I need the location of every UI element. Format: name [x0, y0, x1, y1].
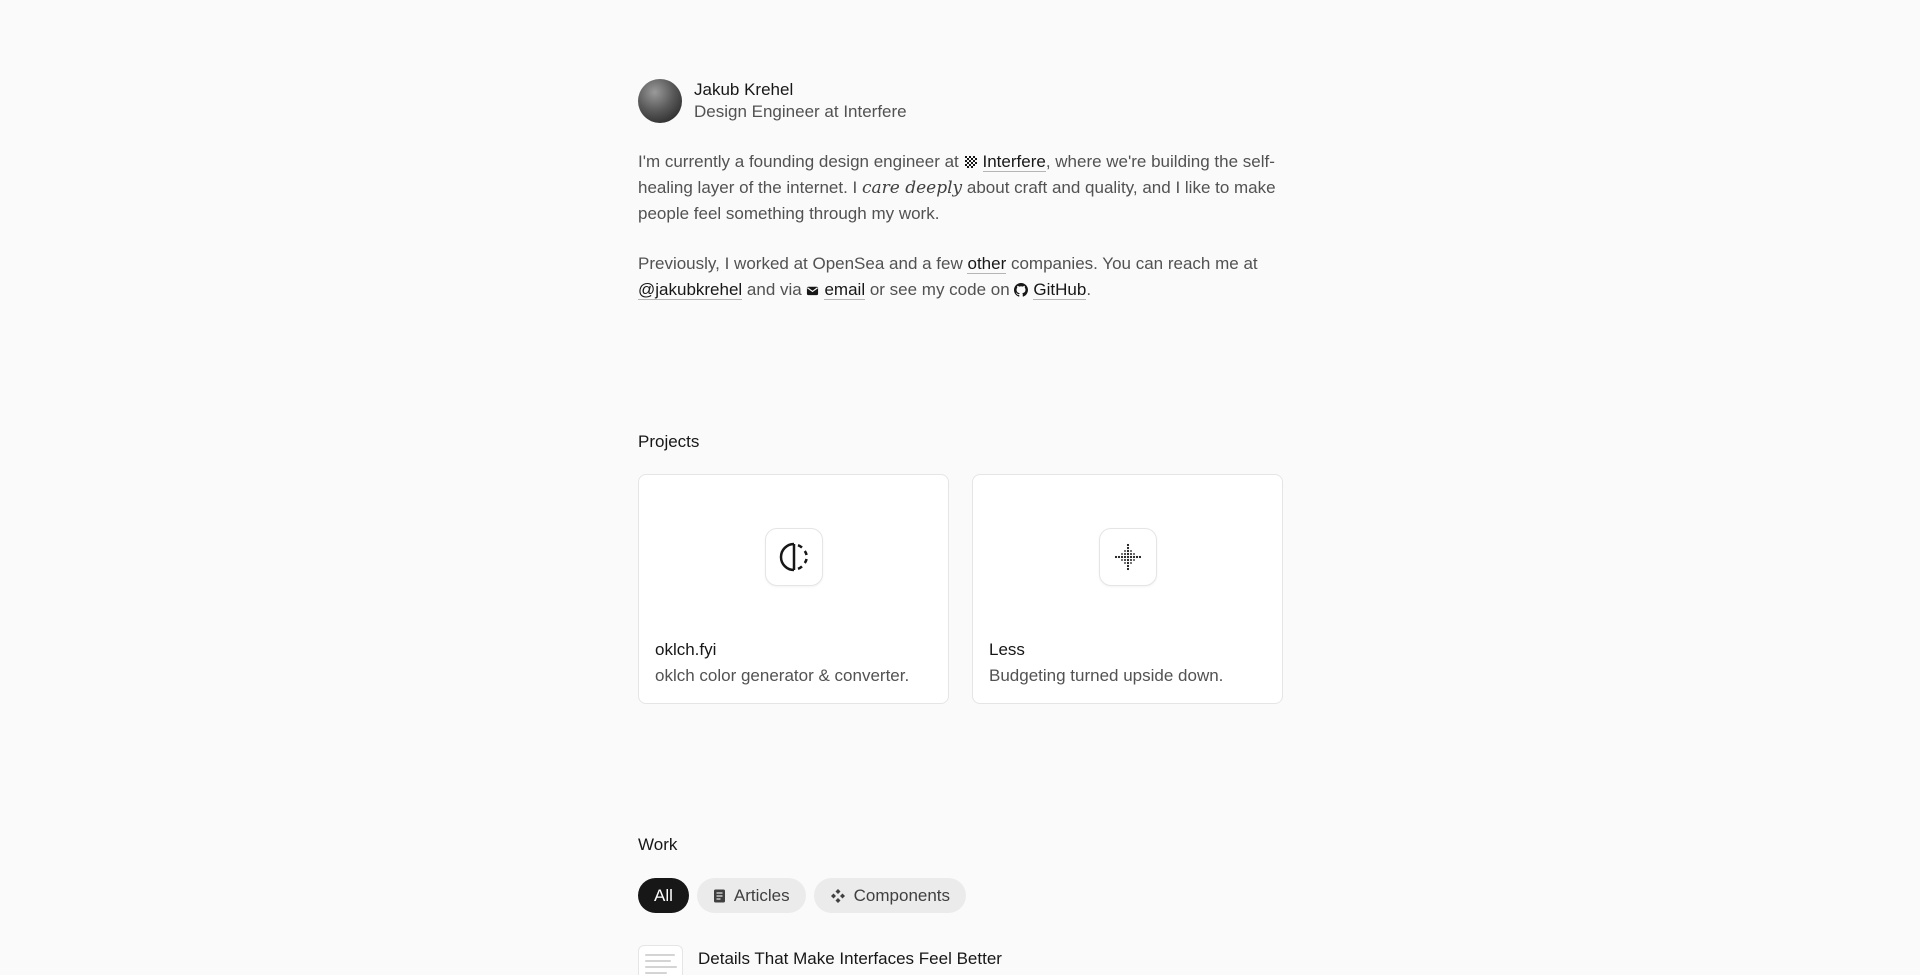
bio-text: or see my code on [865, 280, 1015, 299]
profile-text [694, 79, 907, 123]
interfere-link[interactable] [964, 152, 1046, 171]
filter-label: All [654, 885, 673, 905]
profile-name: Jakub Krehel [694, 79, 794, 99]
bio-paragraph-1 [638, 149, 1283, 227]
project-card-oklch[interactable] [638, 474, 949, 704]
oklch-icon [779, 542, 809, 572]
interfere-logo-icon [964, 155, 978, 169]
bio-emphasis: care deeply [861, 178, 963, 198]
project-description: oklch color generator & converter. [655, 666, 910, 685]
work-filters [638, 878, 966, 913]
components-icon [830, 888, 846, 904]
work-list-item[interactable] [638, 945, 1002, 975]
article-thumbnail [638, 945, 683, 975]
bio-text: , where we're building the self-healing layer of the internet. I [638, 152, 1275, 197]
bio-text: and via [742, 280, 807, 299]
project-description: Budgeting turned upside down. [989, 666, 1224, 685]
bio-text: companies. You can reach me at [1006, 254, 1258, 273]
email-link-label: email [824, 280, 866, 299]
document-icon [713, 889, 726, 903]
filter-all[interactable] [638, 878, 689, 913]
filter-components[interactable] [814, 878, 966, 913]
github-icon [1014, 283, 1028, 297]
bio-paragraph-2 [638, 251, 1283, 303]
less-dotted-cross-icon [1112, 541, 1144, 573]
github-link-label: GitHub [1033, 280, 1087, 299]
avatar [638, 79, 682, 123]
bio-text: . [1086, 280, 1092, 299]
work-heading: Work [638, 835, 678, 854]
bio [638, 149, 1283, 303]
projects-grid [638, 474, 1283, 704]
profile-role: Design Engineer at Interfere [694, 101, 907, 121]
project-title: oklch.fyi [655, 640, 717, 659]
github-link[interactable] [1014, 280, 1086, 299]
work-item-title: Details That Make Interfaces Feel Better [698, 949, 1002, 968]
email-link[interactable] [806, 280, 865, 299]
other-companies-link[interactable]: other [967, 254, 1007, 273]
profile-header [638, 78, 1283, 123]
interfere-link-label: Interfere [982, 152, 1046, 171]
filter-articles[interactable] [697, 878, 806, 913]
twitter-link[interactable]: @jakubkrehel [638, 280, 743, 299]
main-content [638, 78, 1283, 303]
less-logo [1099, 528, 1157, 586]
bio-text: about craft and quality, and I like to make people feel something through my work. [638, 178, 1276, 223]
mail-icon [806, 284, 819, 297]
filter-label: Articles [733, 885, 790, 905]
filter-label: Components [853, 885, 951, 905]
project-title: Less [989, 640, 1025, 659]
projects-heading: Projects [638, 432, 700, 451]
project-card-less[interactable] [972, 474, 1283, 704]
bio-text: I'm currently a founding design engineer at [638, 152, 964, 171]
oklch-logo [765, 528, 823, 586]
bio-text: Previously, I worked at OpenSea and a few [638, 254, 968, 273]
